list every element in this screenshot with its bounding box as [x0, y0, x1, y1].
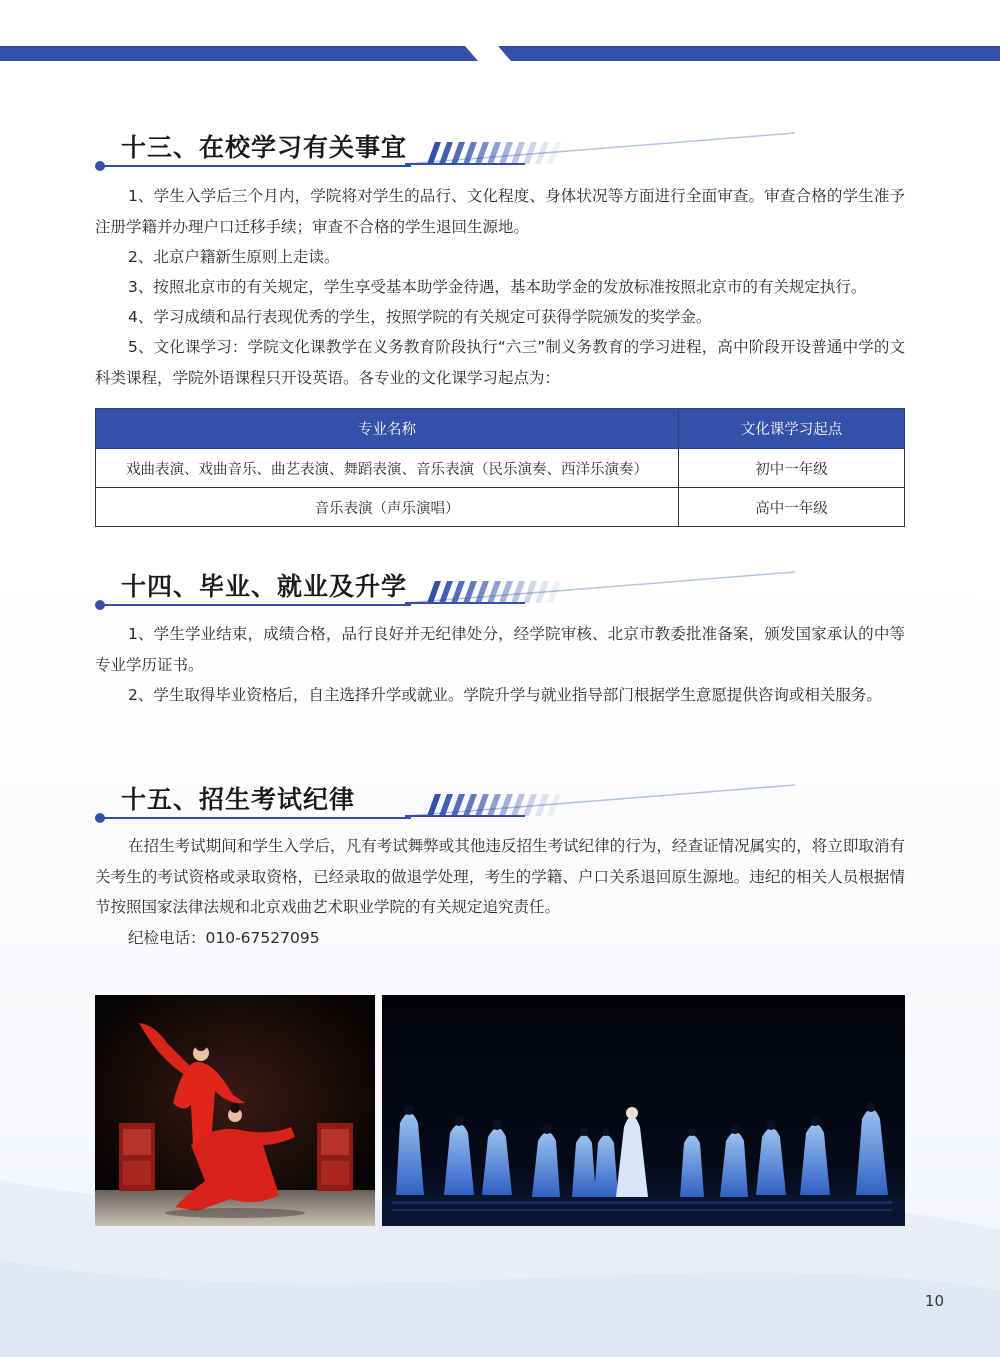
table-cell-major: 音乐表演（声乐演唱） — [96, 488, 679, 527]
heading-stripes-decoration — [405, 567, 795, 607]
table-cell-start-point: 高中一年级 — [679, 488, 905, 527]
paragraph: 2、学生取得毕业资格后，自主选择升学或就业。学院升学与就业指导部门根据学生意愿提供咨询或相关服务。 — [128, 686, 882, 704]
table-cell-major: 戏曲表演、戏曲音乐、曲艺表演、舞蹈表演、音乐表演（民乐演奏、西洋乐演奏） — [96, 449, 679, 488]
section-heading-13 — [95, 128, 795, 188]
blue-costume-ensemble-dance-photo — [382, 995, 905, 1226]
section-title: 十五、招生考试纪律 — [121, 785, 356, 814]
paragraph: 1、学生入学后三个月内，学院将对学生的品行、文化程度、身体状况等方面进行全面审查。审查合格的学生准予注册学籍并办理户口迁移手续；审查不合格的学生退回生源地。 — [95, 187, 905, 236]
table-header-major: 专业名称 — [96, 409, 679, 449]
table-row — [96, 449, 905, 488]
heading-underline — [101, 604, 411, 606]
heading-stripes-decoration — [405, 780, 795, 820]
heading-stripes-decoration — [405, 128, 795, 168]
heading-underline — [101, 817, 411, 819]
section-title: 十四、毕业、就业及升学 — [121, 572, 408, 601]
table-header-row — [96, 409, 905, 449]
table-header-start-point: 文化课学习起点 — [679, 409, 905, 449]
paragraph: 5、文化课学习：学院文化课教学在义务教育阶段执行“六三”制义务教育的学习进程，高中阶段开设普通中学的文科类课程，学院外语课程只开设英语。各专业的文化课学习起点为： — [95, 338, 905, 387]
page-number: 10 — [924, 1292, 944, 1310]
top-decor-bar-left — [0, 46, 478, 61]
paragraph: 在招生考试期间和学生入学后，凡有考试舞弊或其他违反招生考试纪律的行为，经查证情况属实的，将立即取消有关考生的考试资格或录取资格，已经录取的做退学处理，考生的学籍、户口关系退回原生源地。违纪的相关人员根据情节按照国家法律法规和北京戏曲艺术职业学院的有关规定追究责任。 — [95, 837, 905, 916]
culture-course-table — [95, 408, 905, 527]
paragraph: 1、学生学业结束，成绩合格，品行良好并无纪律处分，经学院审核、北京市教委批准备案，颁发国家承认的中等专业学历证书。 — [95, 625, 905, 674]
top-decor-bar-right — [498, 46, 1000, 61]
paragraph: 4、学习成绩和品行表现优秀的学生，按照学院的有关规定可获得学院颁发的奖学金。 — [128, 308, 712, 326]
heading-underline — [101, 165, 411, 167]
paragraph: 2、北京户籍新生原则上走读。 — [128, 248, 340, 266]
section-title: 十三、在校学习有关事宜 — [121, 133, 408, 162]
table-row — [96, 488, 905, 527]
red-costume-dance-photo — [95, 995, 375, 1226]
section-heading-14 — [95, 567, 795, 627]
table-cell-start-point: 初中一年级 — [679, 449, 905, 488]
paragraph: 3、按照北京市的有关规定，学生享受基本助学金待遇，基本助学金的发放标准按照北京市的有关规定执行。 — [128, 278, 867, 296]
paragraph-phone: 纪检电话：010-67527095 — [128, 929, 320, 947]
